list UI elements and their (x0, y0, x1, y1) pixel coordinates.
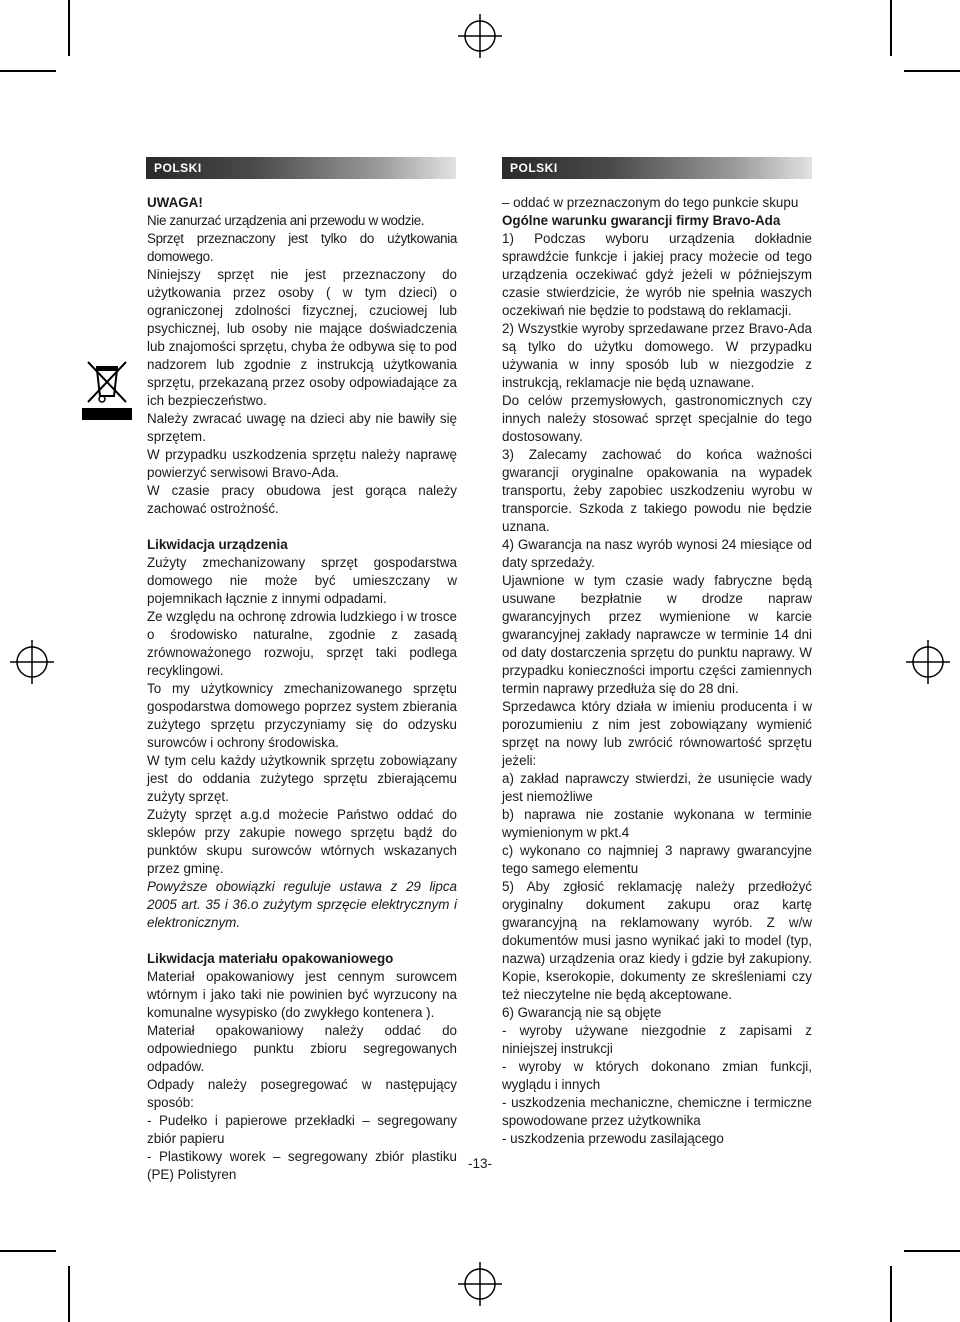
page-number: -13- (467, 1156, 492, 1171)
legal-note: Powyższe obowiązki reguluje ustawa z 29 lipca 2005 art. 35 i 36.o zużytym sprzęcie elektrycznym i elektronicznym. (147, 879, 457, 930)
section-header-left: POLSKI (146, 157, 456, 179)
crop-mark (904, 70, 960, 72)
paragraph: Sprzęt przeznaczony jest tylko do użytkowania domowego. (147, 231, 457, 264)
paragraph: 5) Aby zgłosić reklamację należy przedłożyć oryginalny dokument zakupu oraz kartę gwarancyjną na reklamowany wyrób. Z w/w dokumentów musi jasno wynikać jaki to model (typ, nazwa) urządzenia oraz kiedy i gdzie był zakupiony. Kopie, kserokopie, dokumenty ze skreśleniami czy też nieczytelne nie będą akceptowane. (502, 879, 812, 1002)
crop-mark (68, 1266, 70, 1322)
paragraph: W przypadku uszkodzenia sprzętu należy naprawę powierzyć serwisowi Bravo-Ada. (147, 447, 457, 480)
section-heading-packaging: Likwidacja materiału opakowaniowego (147, 951, 394, 966)
crop-mark (68, 0, 70, 56)
list-item: c) wykonano co najmniej 3 naprawy gwarancyjne tego samego elementu (502, 843, 812, 876)
paragraph: Ujawnione w tym czasie wady fabryczne będą usuwane bezpłatnie w drodze napraw gwarancyjnych przez wymienione w karcie gwarancyjnej zakłady naprawcze w terminie 14 dni od daty dostarczenia sprzętu do punktu naprawy. W przypadku konieczności importu części zamiennych termin naprawy przedłuża się do 28 dni. (502, 573, 812, 696)
crosshair-registration-mark-icon (10, 640, 54, 684)
paragraph: Materiał opakowaniowy należy oddać do odpowiedniego punktu zbioru segregowanych odpadów. (147, 1023, 457, 1074)
paragraph: Ze względu na ochronę zdrowia ludzkiego i w trosce o środowisko naturalne, zgodnie z zasadą zrównoważonego rozwoju, sprzęt taki podlega recyklingowi. (147, 609, 457, 678)
left-column (147, 194, 457, 1184)
paragraph: 3) Zalecamy zachować do końca ważności gwarancji oryginalne opakowania na wypadek transportu, żeby zapobiec uszkodzeniu wyrobu w transporcie. Szkoda z takiego powodu nie będzie uznana. (502, 447, 812, 534)
weee-black-bar (82, 408, 132, 420)
paragraph: W czasie pracy obudowa jest gorąca należy zachować ostrożność. (147, 483, 457, 516)
list-item: - uszkodzenia przewodu zasilającego (502, 1131, 724, 1146)
section-header-right: POLSKI (502, 157, 812, 179)
list-item: - Pudełko i papierowe przekładki – segregowany zbiór papieru (147, 1113, 457, 1146)
crosshair-registration-mark-icon (906, 640, 950, 684)
paragraph: Należy zwracać uwagę na dzieci aby nie bawiły się sprzętem. (147, 411, 457, 444)
crop-mark (904, 1250, 960, 1252)
list-item: - wyroby używane niezgodnie z zapisami z niniejszej instrukcji (502, 1023, 812, 1056)
paragraph: Zużyty zmechanizowany sprzęt gospodarstwa domowego nie może być umieszczany w pojemnikach łącznie z innymi odpadami. (147, 555, 457, 606)
crosshair-registration-mark-icon (458, 1262, 502, 1306)
paragraph: Niniejszy sprzęt nie jest przeznaczony do użytkowania przez osoby ( w tym dzieci) o ograniczonej zdolności fizycznej, czuciowej lub psychicznej, lub osoby nie mające doświadczenia lub znajomości sprzętu, chyba że odbywa się to pod nadzorem lub zgodnie z instrukcją użytkowania sprzętu, przekazaną przez osoby odpowiadające za ich bezpieczeństwo. (147, 267, 457, 408)
paragraph: Odpady należy posegregować w następujący sposób: (147, 1077, 457, 1110)
section-heading-warranty: Ogólne warunku gwarancji firmy Bravo-Ada (502, 213, 781, 228)
crop-mark (0, 1250, 56, 1252)
paragraph: Nie zanurzać urządzenia ani przewodu w wodzie. (147, 213, 425, 228)
paragraph: Zużyty sprzęt a.g.d możecie Państwo oddać do sklepów przy zakupie nowego sprzętu bądź do punktów skupu surowców wtórnych wskazanych przez gminę. (147, 807, 457, 876)
crop-mark (890, 0, 892, 56)
section-heading-disposal: Likwidacja urządzenia (147, 537, 288, 552)
crop-mark (0, 70, 56, 72)
list-item: - uszkodzenia mechaniczne, chemiczne i termiczne spowodowane przez użytkownika (502, 1095, 812, 1128)
paragraph: Materiał opakowaniowy jest cennym surowcem wtórnym i jako taki nie powinien być wyrzucony na komunalne wysypisko (do zwykłego kontenera ). (147, 969, 457, 1020)
right-column (502, 194, 812, 1148)
paragraph: 6) Gwarancją nie są objęte (502, 1005, 662, 1020)
spacer (147, 518, 457, 536)
paragraph: – oddać w przeznaczonym do tego punkcie skupu (502, 195, 799, 210)
crosshair-registration-mark-icon (458, 14, 502, 58)
list-item: - wyroby w których dokonano zmian funkcji, wyglądu i innych (502, 1059, 812, 1092)
warning-heading: UWAGA! (147, 195, 203, 210)
spacer (147, 932, 457, 950)
list-item: - Plastikowy worek – segregowany zbiór plastiku (PE) Polistyren (147, 1149, 457, 1182)
paragraph: Do celów przemysłowych, gastronomicznych czy innych należy stosować sprzęt specjalnie do tego dostosowany. (502, 393, 812, 444)
list-item: b) naprawa nie zostanie wykonana w terminie wymienionym w pkt.4 (502, 807, 812, 840)
crossed-out-wheelie-bin-icon (82, 356, 132, 406)
list-item: a) zakład naprawczy stwierdzi, że usunięcie wady jest niemożliwe (502, 771, 812, 804)
paragraph: 4) Gwarancja na nasz wyrób wynosi 24 miesiące od daty sprzedaży. (502, 537, 812, 570)
paragraph: 2) Wszystkie wyroby sprzedawane przez Bravo-Ada są tylko do użytku domowego. W przypadku używania w inny sposób lub w niezgodzie z instrukcją, reklamacje nie będą uznawane. (502, 321, 812, 390)
paragraph: 1) Podczas wyboru urządzenia dokładnie sprawdźcie funkcje i jakiej pracy możecie od tego urządzenia oczekiwać gdyż jeżeli w późniejszym czasie stwierdzicie, że wyrób nie spełnia waszych oczekiwań nie będzie to podstawą do reklamacji. (502, 231, 812, 318)
crop-mark (890, 1266, 892, 1322)
paragraph: W tym celu każdy użytkownik sprzętu zobowiązany jest do oddania zużytego sprzętu zbierającemu zużyty sprzęt. (147, 753, 457, 804)
paragraph: Sprzedawca który działa w imieniu producenta i w porozumieniu z nim jest zobowiązany wymienić sprzęt na nowy lub zwrócić równowartość sprzętu jeżeli: (502, 699, 812, 768)
paragraph: To my użytkownicy zmechanizowanego sprzętu gospodarstwa domowego poprzez system zbierania zużytego sprzętu przyczyniamy się do odzysku surowców i ochrony środowiska. (147, 681, 457, 750)
